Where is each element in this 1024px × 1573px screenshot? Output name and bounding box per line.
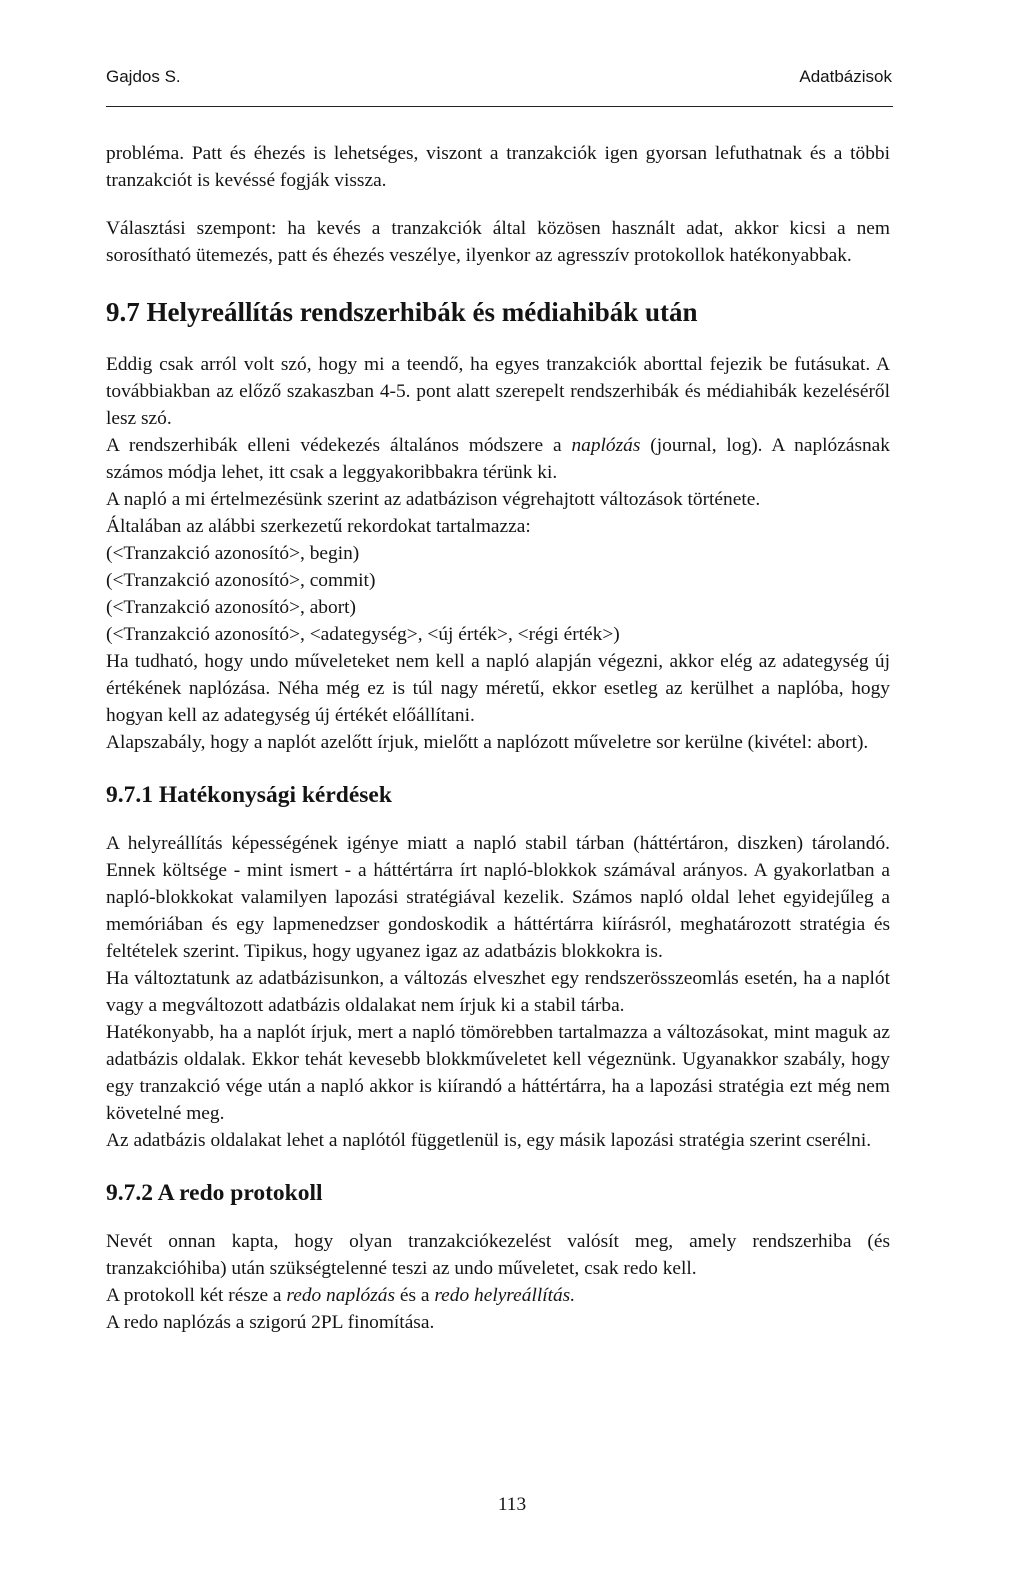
paragraph: A redo naplózás a szigorú 2PL finomítása. [106, 1312, 435, 1333]
emphasis-term: redo helyreállítás. [434, 1285, 576, 1306]
section-heading-9-7-2: 9.7.2 A redo protokoll [106, 1180, 323, 1206]
selection-criterion-paragraph: Választási szempont: ha kevés a tranzakciók által közösen használt adat, akkor kicsi a nem sorosítható ütemezés, patt és éhezés veszélye, ilyenkor az agresszív protokollok hatékonyabbak. [106, 218, 890, 266]
page-number: 113 [497, 1494, 527, 1515]
paragraph: A helyreállítás képességének igénye miatt a napló stabil tárban (háttértáron, diszken) tárolandó. Ennek költsége - mint ismert - a háttértárra írt napló-blokkok számával arányos. A gyakorlatban a napló-blokkokat valamilyen lapozási stratégiával kezelik. Számos napló oldal lehet egyidejűleg a memóriában és egy lapmenedzser gondoskodik a háttértárra kiírásról, meghatározott stratégia és feltételek szerint. Tipikus, hogy ugyanez igaz az adatbázis blokkokra is. [106, 833, 890, 962]
paragraph: A napló a mi értelmezésünk szerint az adatbázison végrehajtott változások története. [106, 489, 761, 510]
emphasis-term: redo naplózás [286, 1285, 396, 1306]
running-header [106, 66, 892, 88]
paragraph: Ha tudható, hogy undo műveleteket nem kell a napló alapján végezni, akkor elég az adategység új értékének naplózása. Néha még ez is túl nagy méretű, ekkor esetleg az kerülhet a naplóba, hogy hogyan kell az adategység új értékét előállítani. [106, 651, 890, 726]
log-record-abort: (<Tranzakció azonosító>, abort) [106, 597, 357, 618]
section-heading-9-7-1: 9.7.1 Hatékonysági kérdések [106, 782, 392, 808]
paragraph: Nevét onnan kapta, hogy olyan tranzakciókezelést valósít meg, amely rendszerhiba (és tranzakcióhiba) után szükségtelenné teszi az undo műveletet, csak redo kell. [106, 1231, 890, 1279]
log-record-begin: (<Tranzakció azonosító>, begin) [106, 543, 360, 564]
log-record-update: (<Tranzakció azonosító>, <adategység>, <új érték>, <régi érték>) [106, 624, 620, 645]
paragraph: Hatékonyabb, ha a naplót írjuk, mert a napló tömörebben tartalmazza a változásokat, mint maguk az adatbázis oldalak. Ekkor tehát kevesebb blokkműveletet kell végeznünk. Ugyanakkor szabály, hogy egy tranzakció vége után a napló akkor is kiírandó a háttértárra, ha a lapozási stratégia ezt még nem követelné meg. [106, 1022, 890, 1124]
paragraph: Ha változtatunk az adatbázisunkon, a változás elveszhet egy rendszerösszeomlás esetén, ha a naplót vagy a megváltozott adatbázis oldalakat nem írjuk ki a stabil tárba. [106, 968, 890, 1016]
paragraph: A rendszerhibák elleni védekezés általános módszere a naplózás (journal, log). A naplózásnak számos módja lehet, itt csak a leggyakoribbakra térünk ki. [106, 435, 890, 483]
paragraph: A protokoll két része a redo naplózás és a redo helyreállítás. [106, 1285, 576, 1306]
body-text [106, 140, 890, 1336]
header-title: Adatbázisok [799, 67, 892, 86]
intro-paragraph: probléma. Patt és éhezés is lehetséges, viszont a tranzakciók igen gyorsan lefuthatnak és a többi tranzakciót is kevéssé fogják vissza. [106, 143, 890, 191]
section-heading-9-7: 9.7 Helyreállítás rendszerhibák és médiahibák után [106, 297, 698, 327]
header-author: Gajdos S. [106, 67, 181, 86]
paragraph: Általában az alábbi szerkezetű rekordokat tartalmazza: [106, 516, 531, 537]
paragraph: Alapszabály, hogy a naplót azelőtt írjuk, mielőtt a naplózott műveletre sor kerülne (kivétel: abort). [106, 732, 869, 753]
log-record-commit: (<Tranzakció azonosító>, commit) [106, 570, 376, 591]
emphasis-term: naplózás [571, 435, 641, 456]
paragraph: Az adatbázis oldalakat lehet a naplótól függetlenül is, egy másik lapozási stratégia szerint cserélni. [106, 1130, 872, 1151]
paragraph: Eddig csak arról volt szó, hogy mi a teendő, ha egyes tranzakciók aborttal fejezik be futásukat. A továbbiakban az előző szakaszban 4-5. pont alatt szerepelt rendszerhibák és médiahibák kezeléséről lesz szó. [106, 354, 890, 429]
header-rule [106, 106, 893, 107]
